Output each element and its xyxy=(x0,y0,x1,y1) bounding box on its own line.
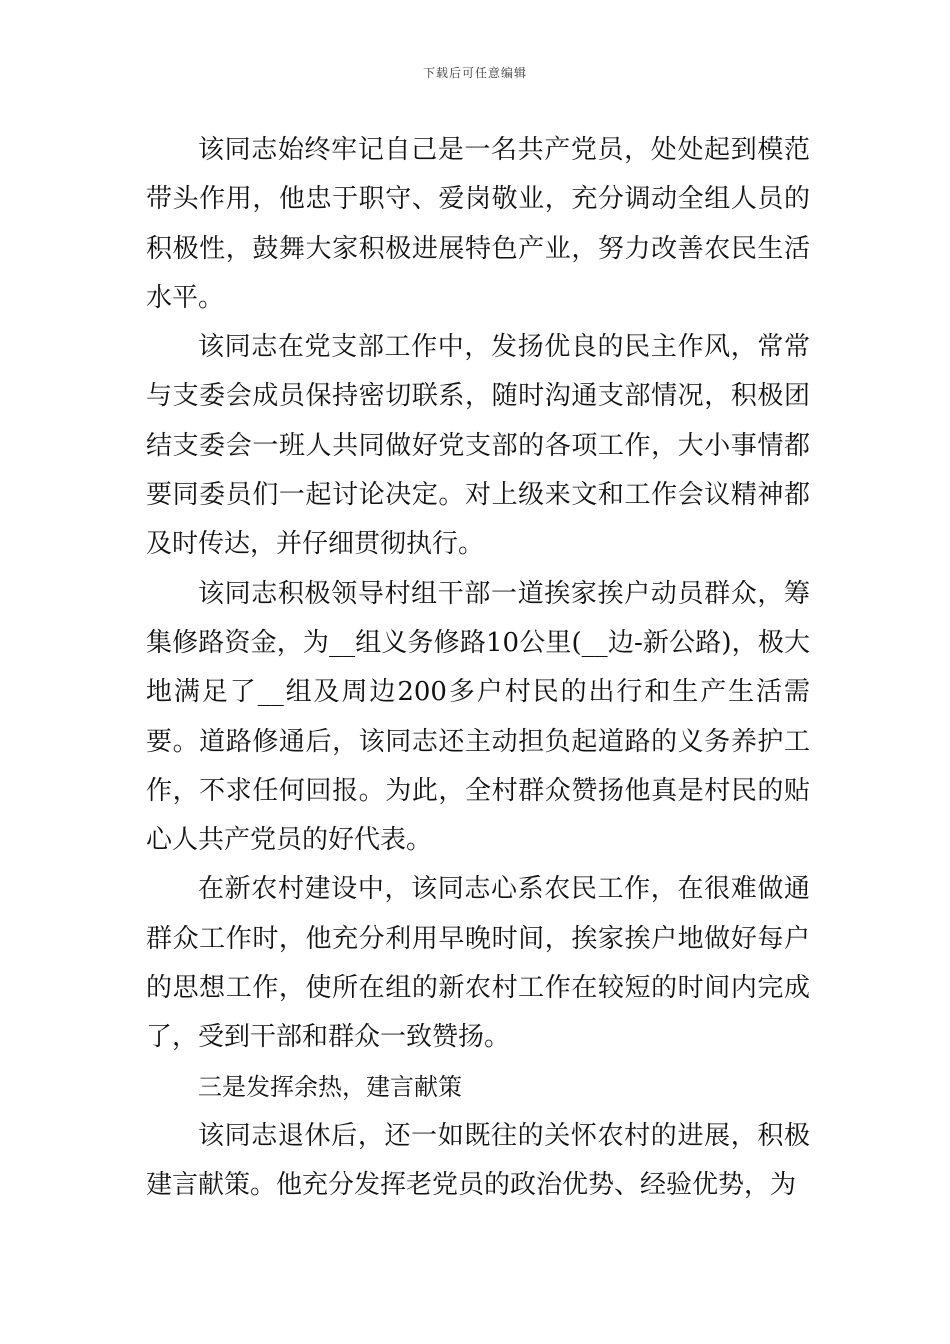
paragraph-4: 在新农村建设中，该同志心系农民工作，在很难做通群众工作时，他充分利用早晚时间，挨家挨户地做好每户的思想工作，使所在组的新农村工作在较短的时间内完成了，受到干部和群众一致赞扬。 xyxy=(146,874,810,1053)
paragraph-3: 该同志积极领导村组干部一道挨家挨户动员群众，筹集修路资金，为__组义务修路10公里(__边-新公路)，极大地满足了__组及周边200多户村民的出行和生产生活需要。道路修通后，该同志还主动担负起道路的义务养护工作，不求任何回报。为此，全村群众赞扬他真是村民的贴心人共产党员的好代表。 xyxy=(146,578,810,856)
paragraph-5: 该同志退休后，还一如既往的关怀农村的进展，积极建言献策。他充分发挥老党员的政治优势、经验优势，为 xyxy=(146,1120,810,1201)
header-note: 下载后可任意编辑 xyxy=(422,66,527,80)
section-heading: 三是发挥余热，建言献策 xyxy=(198,1072,462,1101)
document-body xyxy=(146,126,810,1211)
paragraph-2: 该同志在党支部工作中，发扬优良的民主作风，常常与支委会成员保持密切联系，随时沟通支部情况，积极团结支委会一班人共同做好党支部的各项工作，大小事情都要同委员们一起讨论决定。对上级来文和工作会议精神都及时传达，并仔细贯彻执行。 xyxy=(146,332,810,560)
paragraph-1: 该同志始终牢记自己是一名共产党员，处处起到模范带头作用，他忠于职守、爱岗敬业，充分调动全组人员的积极性，鼓舞大家积极进展特色产业，努力改善农民生活水平。 xyxy=(146,135,810,313)
